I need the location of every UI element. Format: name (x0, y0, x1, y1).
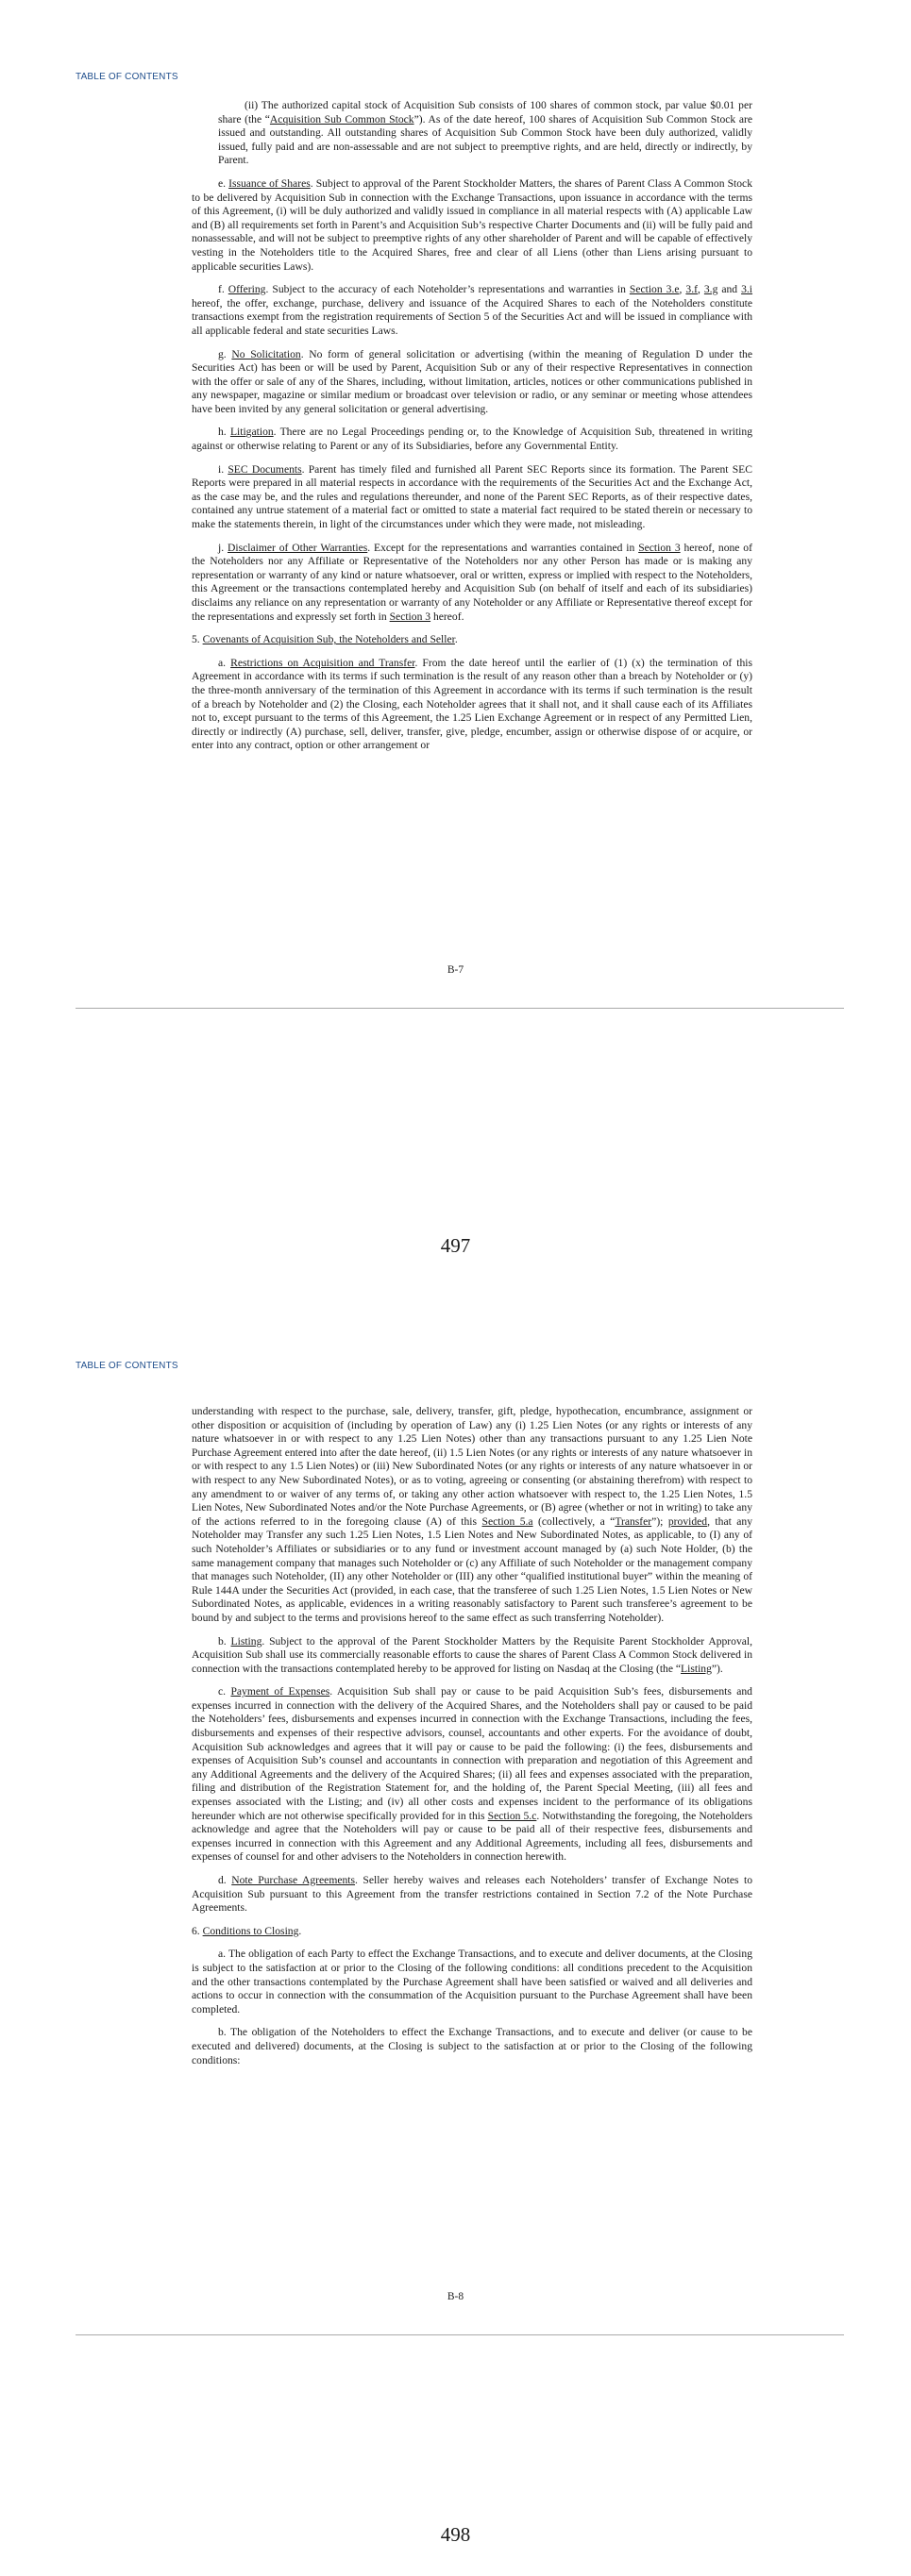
page-number-498: 498 (440, 2523, 471, 2546)
paragraph-5b: b. Listing. Subject to the approval of the Parent Stockholder Matters by the Requisite Parent Stockholder Approval, Acquisition Sub shall use its commercially reasonable efforts to cause the shares of Parent Class A Common Stock delivered in connection with the transactions contemplated hereby to be approved for listing on Nasdaq at the Closing (the “Listing”). (192, 1634, 753, 1675)
section-5-heading: 5. Covenants of Acquisition Sub, the Noteholders and Seller. (192, 633, 458, 646)
paragraph-4i: i. SEC Documents. Parent has timely filed and furnished all Parent SEC Reports since its formation. The Parent SEC Reports were prepared in all material respects in accordance with the requirements of the Securities Act and the Exchange Act, as the case may be, and the rules and regulations thereunder, and none of the Parent SEC Reports, as of their respective dates, contained any untrue statement of a material fact or omitted to state a material fact required to be stated therein or necessary to make the statements therein, in light of the circumstances under which they were made, not misleading. (192, 462, 752, 531)
table-of-contents-link[interactable]: TABLE OF CONTENTS (76, 72, 178, 82)
paragraph-5d: d. Note Purchase Agreements. Seller hereby waives and releases each Noteholders’ transfer of Exchange Notes to Acquisition Sub pursuant to this Agreement from the transfer restrictions contained in Section 7.2 of the Note Purchase Agreements. (192, 1874, 753, 1915)
paragraph-5a-continued: understanding with respect to the purchase, sale, delivery, transfer, gift, pledge, hypothecation, encumbrance, assignment or other disposition or acquisition of (including by operation of Law) any (i) 1.25 Lien Notes (or any rights or interests of any nature whatsoever in or with respect to any 1.25 Lien Notes) other than any transactions pursuant to any 1.25 Lien Note Purchase Agreement entered into after the date hereof, (ii) 1.5 Lien Notes (or any rights or interests of any nature whatsoever in or with respect to any 1.5 Lien Notes) or (iii) New Subordinated Notes (or any rights or interests of any nature whatsoever in or with respect to any New Subordinated Notes), or as to voting, agreeing or consenting (or abstaining therefrom) with respect to any amendment to or waiver of any terms of, or taking any other action whatsoever with respect to, the 1.25 Lien Notes, 1.5 Lien Notes, New Subordinated Notes and/or the Note Purchase Agreements, or (B) agree (whether or not in writing) to take any of the actions referred to in the foregoing clause (A) of this Section 5.a (collectively, a “Transfer”); provided, that any Noteholder may Transfer any such 1.25 Lien Notes, 1.5 Lien Notes and New Subordinated Notes, as applicable, to (I) any of such Noteholder’s Affiliates or subsidiaries or to any fund or investment account managed by (a) such Note Holder, (b) the same management company that manages such Noteholder or (c) any Affiliate of such Noteholder or the management company that manages such Noteholder, (II) any other Noteholder or (III) any other “qualified institutional buyer” within the meaning of Rule 144A under the Securities Act (provided, in each case, that the transferee of such 1.25 Lien Notes, 1.5 Lien Notes or New Subordinated Notes, as applicable, evidences in a writing reasonably satisfactory to Parent such transferee’s agreement to be bound by and subject to the terms and provisions hereof to the same effect as such transferring Noteholder). (192, 1405, 753, 1624)
page-footer-b8: B-8 (447, 2291, 464, 2302)
paragraph-4f: f. Offering. Subject to the accuracy of each Noteholder’s representations and warranties in Section 3.e, 3.f, 3.g and 3.i hereof, the offer, exchange, purchase, delivery and issuance of the Acquired Shares to each of the Noteholders constitute transactions exempt from the registration requirements of Section 5 of the Securities Act and will be issued in compliance with all applicable federal and state securities Laws. (192, 283, 753, 337)
paragraph-4h: h. Litigation. There are no Legal Proceedings pending or, to the Knowledge of Acquisition Sub, threatened in writing against or otherwise relating to Parent or any of its Subsidiaries, before any Governmental Entity. (192, 426, 752, 453)
paragraph-4g: g. No Solicitation. No form of general solicitation or advertising (within the meaning of Regulation D under the Securities Act) has been or will be used by Parent, Acquisition Sub or any of their respective Representatives in connection with the offer or sale of any of the Shares, including, without limitation, articles, notices or other communications published in any newspaper, magazine or similar medium or broadcast over television or radio, or any seminar or meeting whose attendees have been invited by any general solicitation or general advertising. (192, 347, 752, 415)
section-6-heading: 6. Conditions to Closing. (192, 1924, 302, 1937)
paragraph-4j: j. Disclaimer of Other Warranties. Except for the representations and warranties contained in Section 3 hereof, none of the Noteholders nor any Affiliate or Representative of the Noteholders nor any other Person has made or is making any representation or warranty of any kind or nature whatsoever, oral or written, express or implied with respect to the Noteholders, this Agreement or the transactions contemplated hereby and Acquisition Sub (on behalf of itself and each of its subsidiaries) disclaims any reliance on any representation or warranty of any Noteholder or any Affiliate or Representative thereof except for the representations and expressly set forth in Section 3 hereof. (192, 541, 752, 623)
page-number-497: 497 (440, 1234, 471, 1257)
paragraph-5c: c. Payment of Expenses. Acquisition Sub shall pay or cause to be paid Acquisition Sub’s fees, disbursements and expenses incurred in connection with the delivery of the Acquired Shares, and the Noteholders shall pay or caused to be paid the Noteholders’ fees, disbursements and expenses incurred in connection with the Exchange Transactions, including the fees, disbursements and expenses of their respective advisors, counsel, accountants and other experts. For the avoidance of doubt, Acquisition Sub acknowledges and agrees that it will pay or cause to be paid the following: (i) the fees, disbursements and expenses of Acquisition Sub’s counsel and accountants in connection with preparation and negotiation of this Agreement and any Additional Agreements and the delivery of the Acquired Shares; (ii) all fees and expenses associated with the preparation, filing and distribution of the Registration Statement for, and the holding of, the Parent Special Meeting, (iii) all fees and expenses associated with the Listing; and (iv) all other costs and expenses incident to the performance of its obligations hereunder which are not otherwise specifically provided for in this Section 5.c. Notwithstanding the foregoing, the Noteholders acknowledge and agree that the Noteholders will pay or cause to be paid all of their respective fees, disbursements and expenses incurred in connection with this Agreement and any Additional Agreements, including all fees, disbursements and expenses of counsel for and other advisers to the Noteholders in connection herewith. (192, 1685, 753, 1864)
paragraph-4e: e. Issuance of Shares. Subject to approval of the Parent Stockholder Matters, the shares of Parent Class A Common Stock to be delivered by Acquisition Sub in connection with the Exchange Transactions, upon issuance in accordance with the terms of this Agreement, (i) will be duly authorized and validly issued in compliance in all material respects with (A) applicable Law and (B) all requirements set forth in Parent’s and Acquisition Sub’s respective Charter Documents and (ii) will be fully paid and nonassessable, and will not be subject to preemptive rights of any other shareholder of Parent and will be capable of effectively vesting in the Noteholders title to the Acquired Shares, free and clear of all Liens (other than Liens arising pursuant to applicable securities Laws). (192, 176, 752, 273)
paragraph-6b: b. The obligation of the Noteholders to effect the Exchange Transactions, and to execute and deliver (or cause to be executed and delivered) documents, at the Closing is subject to the satisfaction at or prior to the Closing of the following conditions: (192, 2026, 752, 2066)
document-page-b7 (192, 99, 752, 762)
paragraph-4dii: (ii) The authorized capital stock of Acquisition Sub consists of 100 shares of common stock, par value $0.01 per share (the “Acquisition Sub Common Stock”). As of the date hereof, 100 shares of Acquisition Sub Common Stock are issued and outstanding. All outstanding shares of Acquisition Sub Common Stock have been duly authorized, validly issued, fully paid and are non-assessable and are not subject to preemptive rights, and are held, directly or indirectly, by Parent. (218, 99, 752, 167)
paragraph-5a: a. Restrictions on Acquisition and Transfer. From the date hereof until the earlier of (1) (x) the termination of this Agreement in accordance with its terms if such termination is the result of any reason other than a breach by Noteholder or (y) the three-month anniversary of the termination of this Agreement in accordance with its terms if such termination is the result of a breach by Noteholder and (2) the Closing, each Noteholder agrees that it shall not, and it shall cause each of its Affiliates not to, except pursuant to the terms of this Agreement, the 1.25 Lien Exchange Agreement or in respect of any Permitted Lien, directly or indirectly (A) purchase, sell, deliver, transfer, give, pledge, encumber, assign or otherwise dispose of or acquire, or enter into any contract, option or other arrangement or (192, 656, 752, 752)
table-of-contents-link[interactable]: TABLE OF CONTENTS (76, 1361, 178, 1371)
document-page-b8 (192, 1405, 752, 2077)
page-footer-b7: B-7 (447, 964, 464, 976)
paragraph-6a: a. The obligation of each Party to effect the Exchange Transactions, and to execute and deliver documents, at the Closing is subject to the satisfaction at or prior to the Closing of the following conditions: all conditions precedent to the Acquisition and the other transactions contemplated by the Purchase Agreement shall have been satisfied or waived and all deliveries and actions to occur in connection with the consummation of the Acquisition pursuant to the Purchase Agreement shall have been completed. (192, 1948, 752, 2016)
page-divider (76, 2334, 844, 2335)
page-divider (76, 1008, 844, 1009)
